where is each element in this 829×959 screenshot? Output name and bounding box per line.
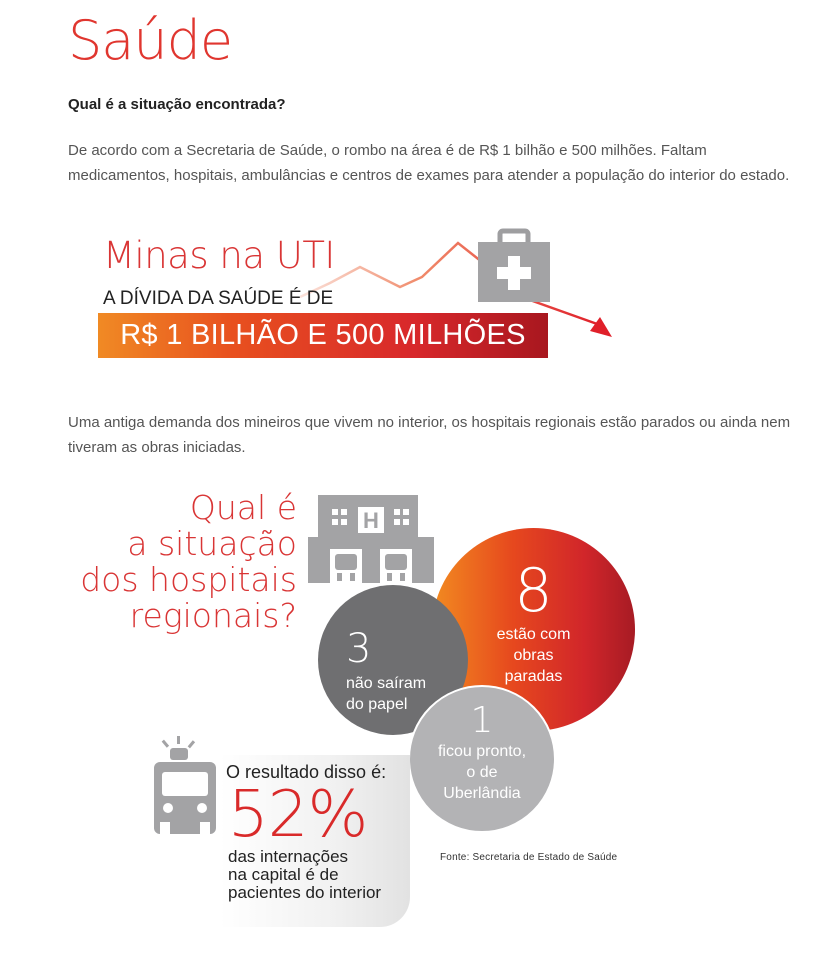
result-percent: 52% [228,778,368,852]
hospital-building-icon [308,493,434,583]
uti-title: Minas na UTI [103,234,335,277]
circle-label-line: paradas [504,668,563,685]
result-line: na capital é de [228,865,339,884]
circle-number: 3 [346,626,372,672]
page-title: Saúde [68,9,233,72]
circle-label-line: obras [513,647,554,664]
hospitals-paragraph: Uma antiga demanda dos mineiros que vivem no interior, os hospitais regionais estão parados ou ainda nem tiveram as obras iniciadas. [68,414,791,456]
circle-label-line: do papel [346,696,408,713]
result-description [228,848,381,902]
section-question: Qual é a situação encontrada? [68,96,286,113]
circle-number: 8 [514,556,553,626]
circle-label-line: ficou pronto, [437,743,527,760]
circle-ficou-pronto [408,685,556,833]
circle-label-line: estão com [496,626,571,643]
circle-label-line: não saíram [346,675,427,692]
intro-paragraph: De acordo com a Secretaria de Saúde, o rombo na área é de R$ 1 bilhão e 500 milhões. Faltam medicamentos, hospitais, ambulâncias e centros de exames para atender a população do interior do estado. [68,142,790,184]
hospitals-question-line: regionais? [129,596,297,635]
source-note: Fonte: Secretaria de Estado de Saúde [440,852,618,863]
hospitals-question [80,490,297,634]
circle-label-line: Uberlândia [443,785,521,802]
circle-label [410,741,554,804]
result-line: das internações [228,847,349,866]
circle-number: 1 [470,700,494,741]
circle-label-line: o de [466,764,498,781]
hospitals-question-line: dos hospitais [80,560,297,599]
result-line: pacientes do interior [228,883,382,902]
ambulance-icon [150,736,220,836]
hospitals-question-line: a situação [127,524,297,563]
result-heading: O resultado disso é: [226,762,387,782]
uti-subtitle: A DÍVIDA DA SAÚDE É DE [103,288,334,309]
uti-amount: R$ 1 BILHÃO E 500 MILHÕES [120,319,526,351]
medical-kit-icon [478,228,550,304]
svg-text:H: H [363,508,379,533]
hospitals-question-line: Qual é [189,488,297,527]
